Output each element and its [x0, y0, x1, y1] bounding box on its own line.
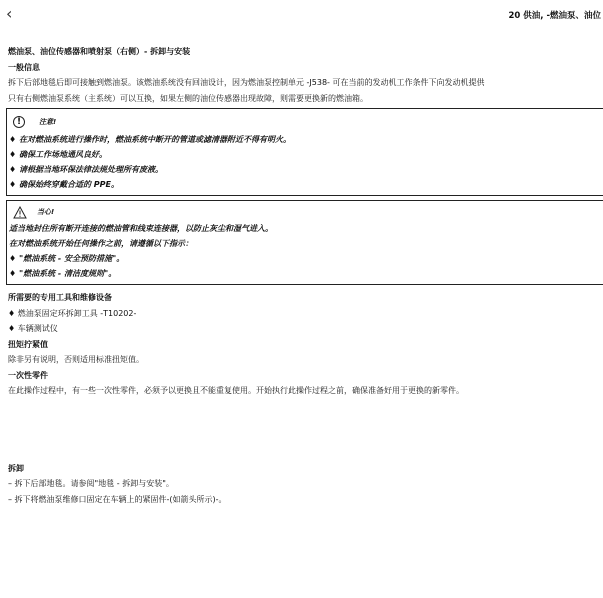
document-body — [8, 44, 603, 507]
note-item: ♦ 确保工作场地通风良好。 — [9, 150, 107, 159]
general-text-line: 拆下后部地毯后即可接触到燃油泵。该燃油系统没有回油设计，因为燃油泵控制单元 -J538- 可在当前的发动机工作条件下向发动机提供 — [8, 78, 485, 87]
tools-heading: 所需要的专用工具和维修设备 — [8, 293, 112, 302]
caution-text: 适当地封住所有断开连接的燃油管和线束连接器，以防止灰尘和湿气进入。 — [9, 224, 273, 233]
caution-item: ♦ "燃油系统 - 安全预防措施"。 — [9, 254, 125, 263]
top-bar — [0, 0, 603, 30]
removal-step: – 拆下将燃油泵维修口固定在车辆上的紧固件-(如箭头所示)-。 — [8, 494, 227, 504]
note-item: ♦ 在对燃油系统进行操作时，燃油系统中断开的管道或滤清器附近不得有明火。 — [9, 135, 291, 144]
parts-heading: 一次性零件 — [8, 370, 48, 380]
warning-triangle-icon — [13, 206, 27, 219]
caution-text: 在对燃油系统开始任何操作之前，请遵循以下指示： — [9, 239, 193, 248]
caution-box — [6, 200, 603, 285]
removal-heading: 拆卸 — [8, 463, 24, 473]
exclamation-icon: ! — [13, 116, 25, 128]
tool-item: ♦ 车辆测试仪 — [8, 324, 58, 333]
torque-heading: 扭矩拧紧值 — [8, 339, 48, 349]
parts-text: 在此操作过程中，有一些一次性零件，必须予以更换且不能重复使用。开始执行此操作过程之前，确保准备好用于更换的新零件。 — [8, 386, 464, 395]
spacer — [8, 399, 603, 461]
note-item: ♦ 确保始终穿戴合适的 PPE。 — [9, 180, 119, 189]
note-title: 注意! — [39, 118, 57, 126]
tool-item: ♦ 燃油泵固定环拆卸工具 -T10202- — [8, 308, 137, 318]
note-item: ♦ 请根据当地环保法律法规处理所有废液。 — [9, 165, 163, 174]
general-text-line: 只有右侧燃油泵系统（主系统）可以互换，如果左侧的油位传感器出现故障，则需要更换新的燃油箱。 — [8, 93, 368, 103]
chevron-left-icon[interactable]: ‹ — [6, 4, 13, 23]
removal-step: – 拆下后部地毯。请参阅"地毯 - 拆卸与安装"。 — [8, 479, 174, 488]
caution-item: ♦ "燃油系统 - 清洁度规则"。 — [9, 269, 117, 278]
general-heading: 一般信息 — [8, 62, 40, 72]
note-box — [6, 108, 603, 196]
breadcrumb: 20 供油, -燃油泵、油位 — [508, 11, 601, 21]
page-title: 燃油泵、油位传感器和喷射泵（右侧）- 拆卸与安装 — [8, 47, 191, 56]
caution-title: 当心! — [37, 208, 55, 216]
torque-text: 除非另有说明，否则适用标准扭矩值。 — [8, 355, 144, 364]
